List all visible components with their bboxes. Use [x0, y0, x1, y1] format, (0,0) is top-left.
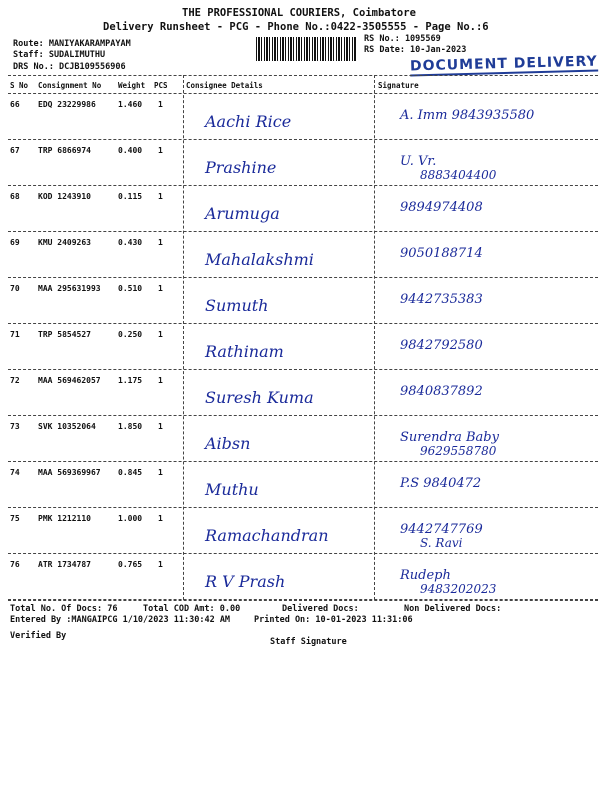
- rs-date: RS Date: 10-Jan-2023: [364, 45, 467, 55]
- row-signature-handwritten: Rudeph: [400, 568, 451, 583]
- rs-number: RS No.: 1095569: [364, 34, 441, 44]
- row-consignment-no: MAA 569369967: [38, 468, 101, 477]
- row-consignee-handwritten: R V Prash: [205, 572, 286, 591]
- col-header-weight: Weight: [118, 81, 146, 90]
- row-sno: 73: [10, 422, 20, 431]
- staff-signature: Staff Signature: [270, 637, 347, 647]
- row-sno: 70: [10, 284, 20, 293]
- col-header-signature: Signature: [378, 81, 419, 90]
- row-signature-handwritten: 9894974408: [400, 200, 483, 215]
- row-signature-handwritten: 9050188714: [400, 246, 483, 261]
- row-signature-handwritten: 9842792580: [400, 338, 483, 353]
- row-consignee-handwritten: Ramachandran: [205, 526, 329, 545]
- row-signature-handwritten: 9442747769: [400, 522, 483, 537]
- row-consignment-no: SVK 10352064: [38, 422, 96, 431]
- footer-line: [8, 600, 598, 601]
- row-sno: 71: [10, 330, 20, 339]
- row-weight: 0.115: [118, 192, 143, 201]
- total-cod: Total COD Amt: 0.00: [143, 604, 241, 614]
- row-consignee-handwritten: Aibsn: [205, 434, 251, 453]
- col-header-pcs: PCS: [154, 81, 168, 90]
- total-docs: Total No. Of Docs: 76: [10, 604, 118, 614]
- row-sno: 72: [10, 376, 20, 385]
- row-pcs: 1: [158, 330, 163, 339]
- row-consignee-handwritten: Suresh Kuma: [205, 388, 314, 407]
- row-weight: 1.000: [118, 514, 143, 523]
- row-sno: 75: [10, 514, 20, 523]
- non-delivered-docs: Non Delivered Docs:: [404, 604, 502, 614]
- row-signature-secondary: 9629558780: [420, 444, 497, 458]
- row-consignment-no: TRP 6866974: [38, 146, 91, 155]
- row-separator: [8, 461, 598, 462]
- row-sno: 67: [10, 146, 20, 155]
- col-header-consignee: Consignee Details: [186, 81, 263, 90]
- header-bottom-line: [8, 93, 598, 94]
- row-pcs: 1: [158, 560, 163, 569]
- row-signature-secondary: 9483202023: [420, 582, 497, 596]
- row-consignee-handwritten: Mahalakshmi: [205, 250, 314, 269]
- row-weight: 1.175: [118, 376, 143, 385]
- row-signature-handwritten: A. Imm 9843935580: [400, 108, 535, 123]
- row-consignee-handwritten: Aachi Rice: [205, 112, 292, 131]
- row-weight: 0.250: [118, 330, 143, 339]
- row-sno: 66: [10, 100, 20, 109]
- row-weight: 1.460: [118, 100, 143, 109]
- verified-by: Verified By: [10, 631, 67, 641]
- row-weight: 0.845: [118, 468, 143, 477]
- row-separator: [8, 139, 598, 140]
- row-separator: [8, 231, 598, 232]
- col-divider-consignee: [183, 75, 184, 600]
- row-signature-handwritten: Surendra Baby: [400, 430, 499, 445]
- row-pcs: 1: [158, 100, 163, 109]
- row-consignment-no: ATR 1734787: [38, 560, 91, 569]
- row-pcs: 1: [158, 238, 163, 247]
- route-label: Route: MANIYAKARAMPAYAM: [13, 39, 131, 49]
- entered-by: Entered By :MANGAIPCG 1/10/2023 11:30:42 AM: [10, 615, 231, 625]
- row-consignment-no: KOD 1243910: [38, 192, 91, 201]
- row-signature-secondary: S. Ravi: [420, 536, 463, 550]
- col-header-consignment: Consignment No: [38, 81, 102, 90]
- row-separator: [8, 507, 598, 508]
- row-consignment-no: PMK 1212110: [38, 514, 91, 523]
- row-pcs: 1: [158, 284, 163, 293]
- row-consignment-no: MAA 295631993: [38, 284, 101, 293]
- row-signature-handwritten: 9840837892: [400, 384, 483, 399]
- row-signature-secondary: 8883404400: [420, 168, 497, 182]
- row-pcs: 1: [158, 192, 163, 201]
- row-sno: 76: [10, 560, 20, 569]
- row-weight: 0.510: [118, 284, 143, 293]
- row-separator: [8, 277, 598, 278]
- row-sno: 69: [10, 238, 20, 247]
- row-separator: [8, 323, 598, 324]
- row-weight: 0.400: [118, 146, 143, 155]
- staff-label: Staff: SUDALIMUTHU: [13, 50, 106, 60]
- company-title: THE PROFESSIONAL COURIERS, Coimbatore: [182, 7, 416, 19]
- row-consignee-handwritten: Arumuga: [205, 204, 280, 223]
- row-pcs: 1: [158, 422, 163, 431]
- row-signature-handwritten: 9442735383: [400, 292, 483, 307]
- row-consignment-no: MAA 569462057: [38, 376, 101, 385]
- printed-on: Printed On: 10-01-2023 11:31:06: [254, 615, 413, 625]
- document-delivery-stamp: DOCUMENT DELIVERY: [409, 53, 598, 75]
- row-weight: 1.850: [118, 422, 143, 431]
- row-sno: 74: [10, 468, 20, 477]
- runsheet-title: Delivery Runsheet - PCG - Phone No.:0422-3505555 - Page No.:6: [103, 21, 489, 33]
- row-consignee-handwritten: Prashine: [205, 158, 277, 177]
- drs-number: DRS No.: DCJB109556906: [13, 62, 126, 72]
- row-pcs: 1: [158, 514, 163, 523]
- row-pcs: 1: [158, 376, 163, 385]
- row-weight: 0.765: [118, 560, 143, 569]
- barcode: [256, 37, 356, 61]
- col-divider-signature: [374, 75, 375, 600]
- row-signature-handwritten: U. Vr.: [400, 154, 437, 169]
- row-consignment-no: EDQ 23229986: [38, 100, 96, 109]
- row-consignee-handwritten: Muthu: [205, 480, 259, 499]
- row-pcs: 1: [158, 468, 163, 477]
- row-separator: [8, 369, 598, 370]
- row-separator: [8, 553, 598, 554]
- row-separator: [8, 185, 598, 186]
- row-pcs: 1: [158, 146, 163, 155]
- row-consignment-no: TRP 5854527: [38, 330, 91, 339]
- row-sno: 68: [10, 192, 20, 201]
- row-consignment-no: KMU 2409263: [38, 238, 91, 247]
- row-signature-handwritten: P.S 9840472: [400, 476, 482, 491]
- row-weight: 0.430: [118, 238, 143, 247]
- row-separator: [8, 415, 598, 416]
- header-top-line: [8, 75, 598, 76]
- col-header-sno: S No: [10, 81, 29, 90]
- row-consignee-handwritten: Rathinam: [205, 342, 284, 361]
- row-consignee-handwritten: Sumuth: [205, 296, 269, 315]
- delivered-docs: Delivered Docs:: [282, 604, 359, 614]
